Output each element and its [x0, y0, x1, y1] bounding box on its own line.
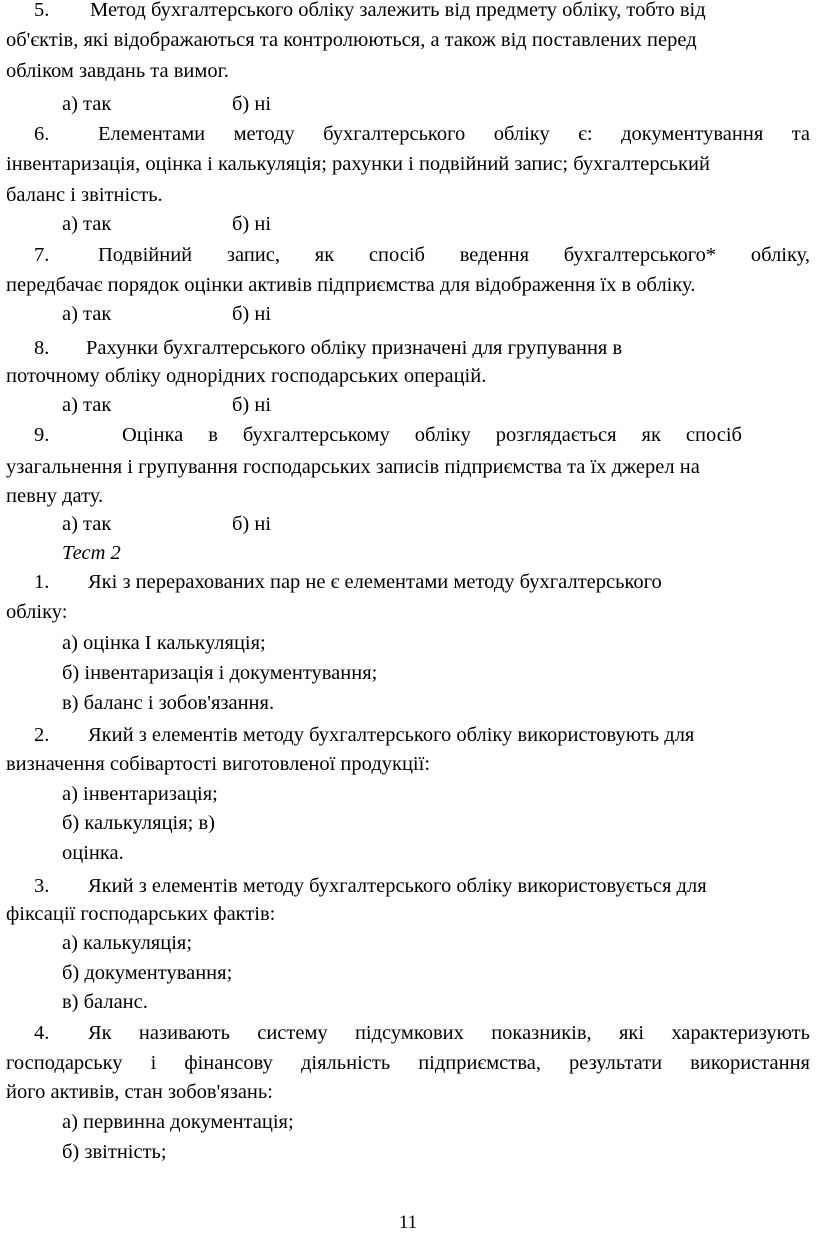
test2-heading: Тест 2: [62, 542, 121, 564]
q7-answer-b: б) ні: [232, 303, 272, 325]
t3-number: 3.: [34, 875, 50, 897]
q6-line2: інвентаризація, оцінка і калькуляція; рахунки і подвійний запис; бухгалтерський: [6, 153, 710, 175]
q7-line2: передбачає порядок оцінки активів підприємства для відображення їх в обліку.: [6, 274, 696, 296]
t1-number: 1.: [34, 571, 50, 593]
t2-option-a: а) інвентаризація;: [62, 783, 218, 805]
q9-line2: узагальнення і групування господарських записів підприємства та їх джерел на: [6, 456, 700, 478]
t4-line2: господарську і фінансову діяльність підприємства, результати використання: [6, 1052, 810, 1074]
q9-answer-b: б) ні: [232, 513, 272, 535]
q5-line3: обліком завдань та вимог.: [6, 60, 229, 82]
t1-option-a: а) оцінка І калькуляція;: [62, 632, 266, 654]
t2-option-c: оцінка.: [62, 842, 124, 864]
q5-answer-a: а) так: [62, 93, 112, 115]
page-number: 11: [398, 1212, 418, 1233]
q8-answer-a: а) так: [62, 394, 112, 416]
t3-option-a: а) калькуляція;: [62, 932, 193, 954]
q8-line2: поточному обліку однорідних господарських операцій.: [6, 365, 487, 387]
q9-number: 9.: [34, 424, 50, 446]
t4-line3: його активів, стан зобов'язань:: [6, 1081, 273, 1103]
t1-option-b: б) інвентаризація і документування;: [62, 662, 378, 684]
t3-option-c: в) баланс.: [62, 991, 148, 1013]
t2-line2: визначення собівартості виготовленої продукції:: [6, 753, 431, 775]
q7-answer-a: а) так: [62, 303, 112, 325]
document-page: 5. Метод бухгалтерського обліку залежить від предмету обліку, тобто від об'єктів, які відображаються та контролюються, а також від поставлених перед обліком завдань та вимог. а) так б) ні 6. Елементами методу бухгалтерського обліку є: документування та інвентаризація, оцінка і калькуляція; рахунки і подвійний запис; бухгалтерський баланс і звітність. а) так б) ні 7. Подвійний запис, як спосіб ведення бухгалтерського* обліку, передбачає порядок оцінки активів підприємства для відображення їх в обліку. а) так б) ні 8. Рахунки бухгалтерського обліку призначені для групування в поточному обліку однорідних господарських операцій. а) так б) ні 9. Оцінка в бухгалтерському обліку розглядається як спосіб узагальнення і групування господарських записів підприємства та їх джерел на певну дату. а) так б) ні Тест 2 1. Які з перерахованих пар не є елементами методу бухгалтерського обліку: а) оцінка І калькуляція; б) інвентаризація і документування; в) баланс і зобов'язання. 2. Який з елементів методу бухгалтерського обліку використовують для визначення собівартості виготовленої продукції: а) інвентаризація; б) калькуляція; в) оцінка. 3. Який з елементів методу бухгалтерського обліку використовується для фіксації господарських фактів: а) калькуляція; б) документування; в) баланс. 4. Як називають систему підсумкових показників, які характеризують господарську і фінансову діяльність підприємства, результати використання його активів, стан зобов'язань: а) первинна документація; б) звітність; 11: [0, 0, 816, 1246]
q6-answer-a: а) так: [62, 213, 112, 235]
t4-option-b: б) звітність;: [62, 1141, 167, 1163]
t4-number: 4.: [34, 1022, 50, 1044]
q8-answer-b: б) ні: [232, 394, 272, 416]
q9-line3: певну дату.: [6, 485, 104, 507]
t3-option-b: б) документування;: [62, 962, 233, 984]
q5-answer-b: б) ні: [232, 93, 272, 115]
q6-number: 6.: [34, 123, 50, 145]
q7-number: 7.: [34, 244, 50, 266]
q5-line2: об'єктів, які відображаються та контролюються, а також від поставлених перед: [6, 29, 697, 51]
t3-line2: фіксації господарських фактів:: [6, 903, 276, 925]
q6-line3: баланс і звітність.: [6, 184, 163, 206]
q5-number: 5.: [34, 0, 50, 21]
t1-option-c: в) баланс і зобов'язання.: [62, 692, 275, 714]
q6-answer-b: б) ні: [232, 213, 272, 235]
t1-line2: обліку:: [6, 601, 68, 623]
q9-answer-a: а) так: [62, 513, 112, 535]
t4-option-a: а) первинна документація;: [62, 1111, 294, 1133]
q8-number: 8.: [34, 337, 50, 359]
t2-number: 2.: [34, 724, 50, 746]
t2-option-b: б) калькуляція; в): [62, 812, 215, 834]
